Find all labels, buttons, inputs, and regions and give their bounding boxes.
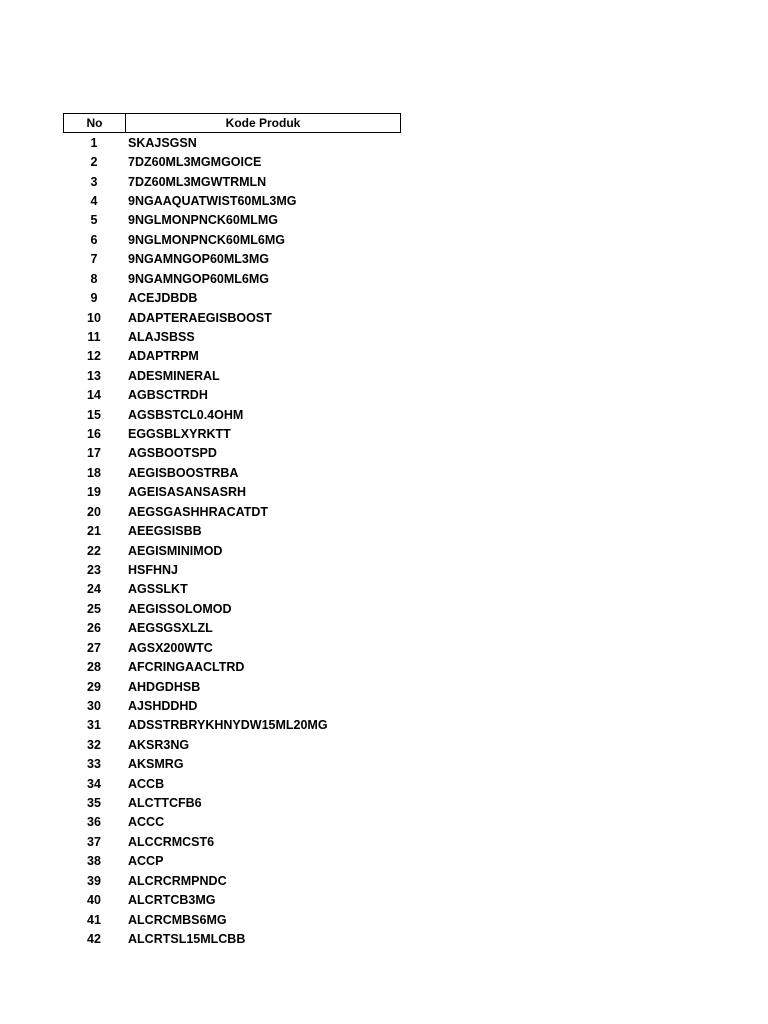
table-row — [63, 910, 401, 929]
product-code: AGEISASANSASRH — [128, 485, 247, 500]
table-row — [63, 366, 401, 385]
product-code: AEGISBOOSTRBA — [128, 465, 239, 480]
row-number: 11 — [87, 329, 101, 344]
row-number: 13 — [87, 368, 101, 383]
product-code: AEGISMINIMOD — [128, 543, 223, 558]
row-number: 6 — [90, 232, 98, 247]
row-number: 38 — [87, 854, 101, 869]
product-code: AEGSGASHHRACATDT — [128, 504, 269, 519]
product-code: 9NGLMONPNCK60MLMG — [128, 213, 279, 228]
table-row — [63, 890, 401, 909]
table-row — [63, 133, 401, 152]
table-row — [63, 774, 401, 793]
product-code-table — [63, 113, 401, 949]
product-code: 7DZ60ML3MGMGOICE — [128, 155, 262, 170]
product-code: AGSBOOTSPD — [128, 446, 217, 461]
header-kode-produk: Kode Produk — [225, 116, 301, 130]
table-row — [63, 735, 401, 754]
product-code: ALCRCRMPNDC — [128, 873, 227, 888]
row-number: 30 — [87, 698, 101, 713]
row-number: 16 — [87, 427, 101, 442]
row-number: 36 — [87, 815, 101, 830]
row-number: 42 — [87, 932, 101, 946]
table-row — [63, 152, 401, 171]
product-code: ADAPTERAEGISBOOST — [128, 310, 272, 325]
product-code: 9NGAMNGOP60ML3MG — [128, 252, 269, 267]
table-body — [63, 133, 401, 949]
table-row — [63, 852, 401, 871]
table-row — [63, 191, 401, 210]
product-code: AEGISSOLOMOD — [128, 601, 232, 616]
table-row — [63, 521, 401, 540]
table-row — [63, 405, 401, 424]
product-code: ALCRCMBS6MG — [128, 912, 227, 927]
table-row — [63, 308, 401, 327]
product-code: 7DZ60ML3MGWTRMLN — [128, 174, 267, 189]
table-row — [63, 657, 401, 676]
product-code: ALCTTCFB6 — [128, 796, 202, 811]
header-no: No — [64, 114, 126, 132]
table-row — [63, 541, 401, 560]
product-code: AKSMRG — [128, 757, 184, 772]
table-row — [63, 230, 401, 249]
product-code: ALCCRMCST6 — [128, 834, 215, 849]
row-number: 34 — [87, 776, 101, 791]
product-code: AGSX200WTC — [128, 640, 213, 655]
table-row — [63, 813, 401, 832]
product-code: ALAJSBSS — [128, 329, 195, 344]
table-row — [63, 929, 401, 948]
row-number: 40 — [87, 893, 101, 908]
table-header — [63, 113, 401, 133]
table-row — [63, 483, 401, 502]
table-row — [63, 463, 401, 482]
row-number: 26 — [87, 621, 101, 636]
product-code: AHDGDHSB — [128, 679, 201, 694]
table-row — [63, 580, 401, 599]
row-number: 41 — [87, 912, 101, 927]
product-code: AEEGSISBB — [128, 524, 202, 539]
row-number: 4 — [90, 193, 98, 208]
product-code: ADESMINERAL — [128, 368, 220, 383]
table-row — [63, 638, 401, 657]
product-code: 9NGAAQUATWIST60ML3MG — [128, 193, 297, 208]
row-number: 33 — [87, 757, 101, 772]
product-code: HSFHNJ — [128, 562, 179, 577]
row-number: 20 — [87, 504, 101, 519]
table-row — [63, 424, 401, 443]
table-row — [63, 560, 401, 579]
row-number: 22 — [87, 543, 101, 558]
product-code: 9NGAMNGOP60ML6MG — [128, 271, 269, 286]
row-number: 27 — [87, 640, 101, 655]
product-code: SKAJSGSN — [128, 135, 197, 150]
product-code: AEGSGSXLZL — [128, 621, 213, 636]
table-row — [63, 871, 401, 890]
table-row — [63, 793, 401, 812]
product-code: ACCC — [128, 815, 165, 830]
row-number: 8 — [90, 271, 98, 286]
row-number: 5 — [90, 213, 98, 228]
table-row — [63, 444, 401, 463]
table-row — [63, 696, 401, 715]
table-row — [63, 716, 401, 735]
row-number: 10 — [87, 310, 101, 325]
product-code: ADAPTRPM — [128, 349, 199, 364]
product-code: AGSSLKT — [128, 582, 188, 597]
row-number: 39 — [87, 873, 101, 888]
table-row — [63, 677, 401, 696]
table-row — [63, 619, 401, 638]
table-row — [63, 327, 401, 346]
table-row — [63, 347, 401, 366]
row-number: 25 — [87, 601, 101, 616]
product-code: ALCRTCB3MG — [128, 893, 216, 908]
product-code: EGGSBLXYRKTT — [128, 427, 231, 442]
product-code: ACCB — [128, 776, 165, 791]
table-row — [63, 269, 401, 288]
row-number: 37 — [87, 834, 101, 849]
row-number: 12 — [87, 349, 101, 364]
row-number: 21 — [87, 524, 101, 539]
product-code: 9NGLMONPNCK60ML6MG — [128, 232, 285, 247]
row-number: 9 — [90, 291, 98, 306]
row-number: 24 — [87, 582, 101, 597]
row-number: 7 — [90, 252, 98, 267]
row-number: 3 — [90, 174, 98, 189]
product-code: ADSSTRBRYKHNYDW15ML20MG — [128, 718, 328, 733]
table-row — [63, 502, 401, 521]
product-code: AGSBSTCL0.4OHM — [128, 407, 244, 422]
row-number: 2 — [90, 155, 98, 170]
row-number: 29 — [87, 679, 101, 694]
table-row — [63, 385, 401, 404]
product-code: ACCP — [128, 854, 164, 869]
table-row — [63, 599, 401, 618]
row-number: 28 — [87, 660, 101, 675]
table-row — [63, 832, 401, 851]
product-code: ALCRTSL15MLCBB — [128, 932, 246, 946]
row-number: 23 — [87, 562, 101, 577]
table-row — [63, 172, 401, 191]
table-row — [63, 250, 401, 269]
product-code: ACEJDBDB — [128, 291, 198, 306]
row-number: 17 — [87, 446, 101, 461]
row-number: 19 — [87, 485, 101, 500]
row-number: 35 — [87, 796, 101, 811]
product-code: AJSHDDHD — [128, 698, 198, 713]
product-code: AFCRINGAACLTRD — [128, 660, 245, 675]
product-code: AGBSCTRDH — [128, 388, 208, 403]
row-number: 15 — [87, 407, 101, 422]
product-code: AKSR3NG — [128, 737, 190, 752]
row-number: 31 — [87, 718, 101, 733]
row-number: 32 — [87, 737, 101, 752]
table-row — [63, 288, 401, 307]
row-number: 14 — [87, 388, 101, 403]
row-number: 1 — [90, 135, 98, 150]
row-number: 18 — [87, 465, 101, 480]
table-row — [63, 755, 401, 774]
table-row — [63, 211, 401, 230]
